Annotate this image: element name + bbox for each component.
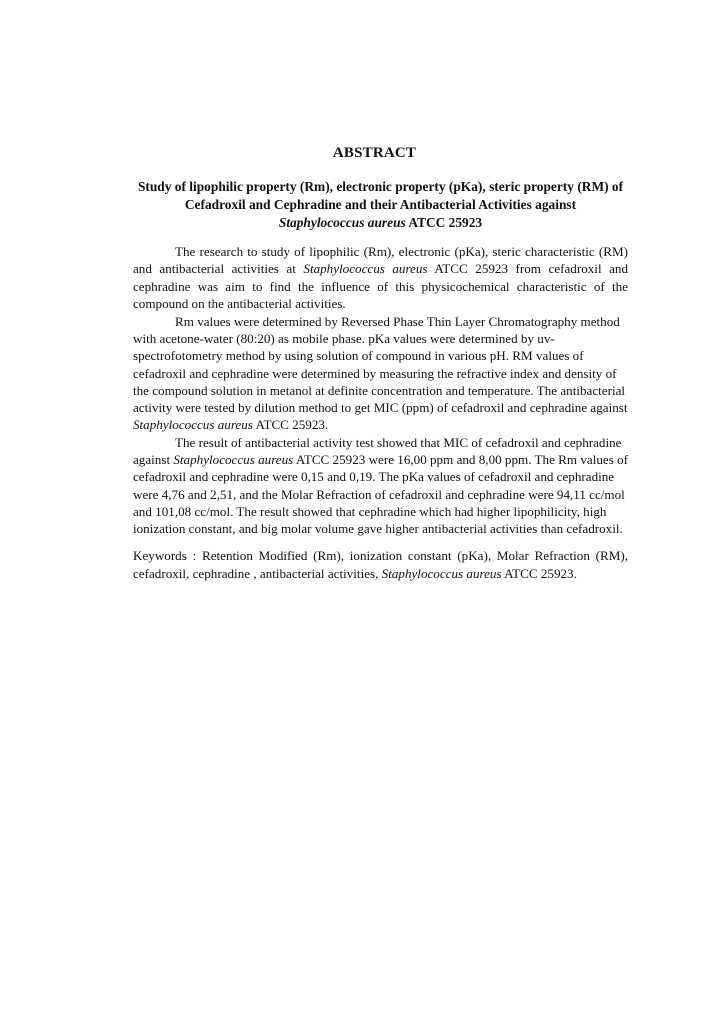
title-text: Study of lipophilic property (Rm), electronic property (pKa), steric property (RM) of Cefadroxil and Cephradine and their Antibacterial Activities against <box>137 179 624 213</box>
keywords-paragraph <box>133 547 628 582</box>
paragraph-methods <box>133 313 628 434</box>
paragraph-methods-text-b: ATCC 25923. <box>252 417 329 433</box>
paragraph-results-text-b: ATCC 25923 were 16,00 ppm and 8,00 ppm. The Rm values of cefadroxil and cephradine were 0,15 and 0,19. The pKa values of cefadroxil and cephradine were 4,76 and 2,51, and the Molar Refraction of cefadroxil and cephradine were 94,11 cc/mol and 101,08 cc/mol. The result showed that cephradine which had higher lipophilicity, high ionization constant, and big molar volume gave higher antibacterial activities than cefadroxil. <box>133 452 628 537</box>
paper-title <box>128 178 633 233</box>
paragraph-introduction <box>133 243 628 313</box>
paragraph-results-organism: Staphylococcus aureus <box>173 452 294 467</box>
keywords-text-b: ATCC 25923. <box>501 565 577 581</box>
paragraph-results-text-a: The result of antibacterial activity test showed that MIC of cefadroxil and cephradine against <box>133 434 622 467</box>
abstract-body <box>133 243 628 582</box>
abstract-heading: ABSTRACT <box>332 145 417 161</box>
paragraph-methods-text-a: Rm values were determined by Reversed Phase Thin Layer Chromatography method with acetone-water (80:20) as mobile phase. pKa values were determined by uv-spectrofotometry method by using solution of compound in various pH. RM values of cefadroxil and cephradine were determined by measuring the refractive index and density of the compound solution in metanol at definite concentration and temperature. The antibacterial activity were tested by dilution method to get MIC (ppm) of cefadroxil and cephradine against <box>133 313 628 416</box>
keywords-organism: Staphylococcus aureus <box>381 565 502 581</box>
title-organism: Staphylococcus aureus <box>278 215 406 231</box>
title-strain: ATCC 25923 <box>405 215 483 231</box>
keywords-text-a: Keywords : Retention Modified (Rm), ionization constant (pKa), Molar Refraction (RM), cefadroxil, cephradine , antibacterial activities, <box>133 548 628 581</box>
paragraph-methods-organism: Staphylococcus aureus <box>133 417 253 433</box>
paragraph-introduction-organism: Staphylococcus aureus <box>303 261 428 277</box>
paragraph-introduction-text-b: ATCC 25923 from cefadroxil and cephradine was aim to find the influence of this physicochemical characteristic of the compound on the antibacterial activities. <box>133 261 628 312</box>
paragraph-introduction-text-a: The research to study of lipophilic (Rm), electronic (pKa), steric characteristic (RM) and antibacterial activities at <box>133 244 628 277</box>
paragraph-results <box>133 434 628 538</box>
